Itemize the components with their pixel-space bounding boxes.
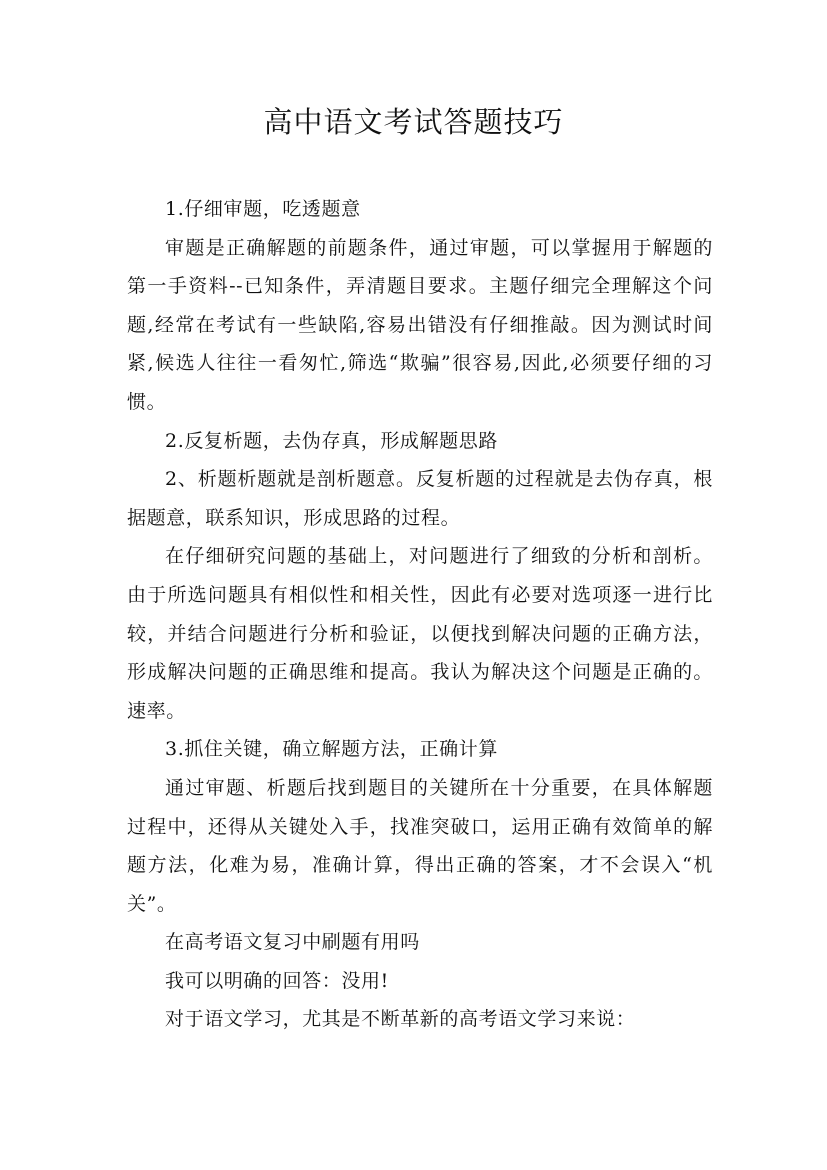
paragraph-analysis-definition: 2、析题析题就是剖析题意。反复析题的过程就是去伪存真，根据题意，联系知识，形成思路的过程。 (127, 468, 713, 529)
paragraph-analysis-detail: 在仔细研究问题的基础上，对问题进行了细致的分析和剖析。由于所选问题具有相似性和相关性，因此有必要对选项逐一进行比较，并结合问题进行分析和验证，以便找到解决问题的正确方法，形成解决问题的正确思维和提高。我认为解决这个问题是正确的。速率。 (127, 545, 713, 722)
paragraph-answer: 我可以明确的回答：没用! (165, 969, 389, 992)
document-body (127, 190, 713, 1039)
paragraph-continuation: 对于语文学习，尤其是不断革新的高考语文学习来说： (165, 1008, 636, 1031)
paragraph-question: 在高考语文复习中刷题有用吗 (165, 931, 420, 954)
paragraph-grasp-key: 通过审题、析题后找到题目的关键所在十分重要，在具体解题过程中，还得从关键处入手，找准突破口，运用正确有效简单的解题方法，化难为易，准确计算，得出正确的答案，才不会误入“机关”。 (127, 776, 713, 915)
heading-repeated-analysis: 2.反复析题，去伪存真，形成解题思路 (165, 429, 498, 452)
document-title: 高中语文考试答题技巧 (263, 105, 564, 139)
paragraph-careful-reading: 审题是正确解题的前题条件，通过审题，可以掌握用于解题的第一手资料--已知条件，弄清题目要求。主题仔细完全理解这个问题,经常在考试有一些缺陷,容易出错没有仔细推敲。因为测试时间紧,候选人往往一看匆忙,筛选“欺骗”很容易,因此,必须要仔细的习惯。 (127, 236, 713, 413)
heading-grasp-key: 3.抓住关键，确立解题方法，正确计算 (165, 738, 498, 761)
heading-careful-reading: 1.仔细审题，吃透题意 (165, 198, 361, 220)
